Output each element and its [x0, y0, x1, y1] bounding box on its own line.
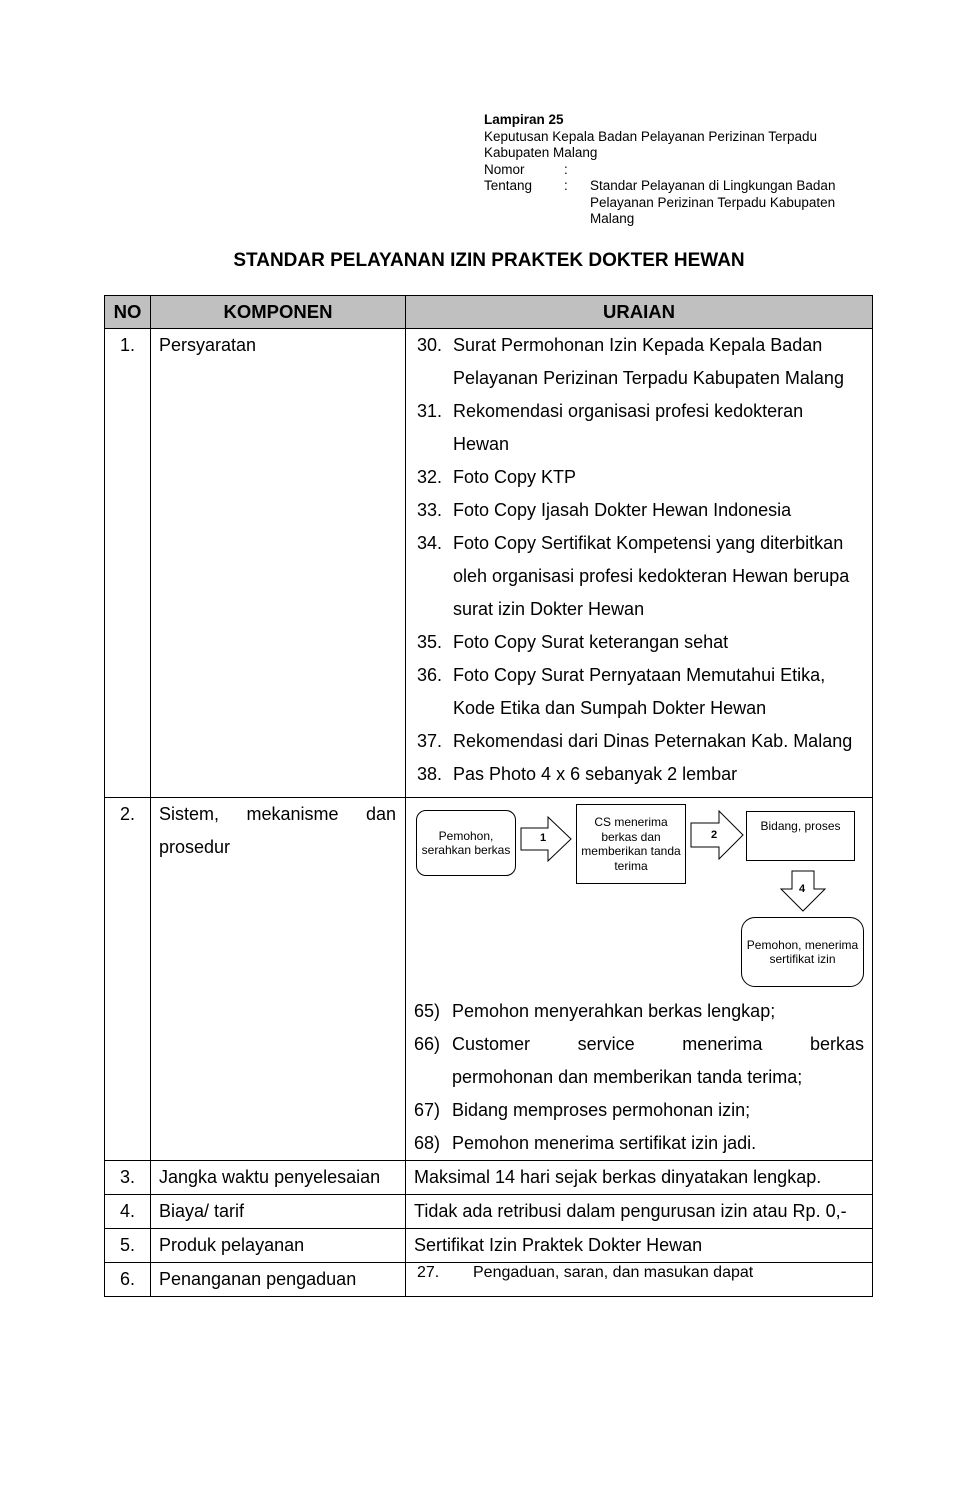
procedure-flowchart [406, 798, 872, 995]
nomor-label: Nomor [484, 161, 525, 177]
requirements-list [406, 329, 872, 797]
row-number: 6. [119, 1269, 135, 1289]
flow-step-cs-receive: CS menerima berkas dan memberikan tanda terima [576, 804, 686, 884]
attachment-label: Lampiran 25 [484, 112, 564, 127]
table-row [105, 798, 873, 1161]
flow-step-applicant-receive: Pemohon, menerima sertifikat izin [741, 917, 864, 987]
list-item: 37. Rekomendasi dari Dinas Peternakan Kab. Malang [417, 731, 853, 751]
list-item: 68) Pemohon menerima sertifikat izin jadi. [414, 1133, 757, 1153]
list-item: 67) Bidang memproses permohonan izin; [414, 1100, 751, 1120]
row-component: Penanganan pengaduan [159, 1269, 357, 1289]
list-item: 32. Foto Copy KTP [417, 467, 577, 487]
decree-line-1: Keputusan Kepala Badan Pelayanan Perizinan Terpadu [484, 128, 818, 144]
list-item: 31. Rekomendasi organisasi profesi kedokteran Hewan [417, 401, 804, 454]
arrow-label-2: 2 [711, 829, 718, 841]
row-number: 3. [119, 1167, 135, 1187]
decree-line-2: Kabupaten Malang [484, 145, 598, 160]
list-item: 38. Pas Photo 4 x 6 sebanyak 2 lembar [417, 764, 738, 784]
document-header [484, 112, 865, 228]
table-row [105, 1229, 873, 1263]
table-header-row [105, 296, 873, 329]
flow-step-division-process: Bidang, proses [746, 811, 855, 861]
row-number: 4. [119, 1201, 135, 1221]
row-description: Tidak ada retribusi dalam pengurusan izin atau Rp. 0,- [414, 1201, 847, 1221]
nomor-row [484, 162, 865, 179]
list-item: 36. Foto Copy Surat Pernyataan Memutahui Etika, Kode Etika dan Sumpah Dokter Hewan [417, 665, 826, 718]
table-row [105, 329, 873, 798]
list-item: 66) Customer service menerima berkas permohonan dan memberikan tanda terima; [414, 1034, 864, 1087]
list-item: 65) Pemohon menyerahkan berkas lengkap; [414, 1001, 776, 1021]
row-component: Produk pelayanan [159, 1235, 305, 1255]
procedure-list [406, 995, 872, 1160]
row-description: Sertifikat Izin Praktek Dokter Hewan [414, 1235, 703, 1255]
row-component: Biaya/ tarif [159, 1201, 245, 1221]
row-component: Persyaratan [159, 335, 257, 355]
tentang-row [484, 178, 865, 228]
header-no: NO [105, 296, 151, 329]
service-standard-table [104, 295, 873, 1297]
list-item: 30. Surat Permohonan Izin Kepada Kepala Badan Pelayanan Perizinan Terpadu Kabupaten Malang [417, 335, 844, 388]
table-row [105, 1195, 873, 1229]
row-number: 1. [119, 335, 135, 355]
row-number: 2. [119, 804, 135, 824]
row-description: Maksimal 14 hari sejak berkas dinyatakan lengkap. [414, 1167, 822, 1187]
flow-step-applicant-submit: Pemohon, serahkan berkas [416, 810, 516, 876]
header-komponen: KOMPONEN [151, 296, 406, 329]
arrow-label-1: 1 [540, 832, 547, 844]
row-component: Sistem, mekanisme dan prosedur [159, 804, 396, 857]
tentang-colon: : [564, 178, 568, 193]
nomor-colon: : [564, 161, 568, 177]
table-row [105, 1161, 873, 1195]
arrow-label-4: 4 [799, 883, 806, 895]
table-row [105, 1263, 873, 1297]
list-item: 33. Foto Copy Ijasah Dokter Hewan Indonesia [417, 500, 792, 520]
complaint-item: 27. Pengaduan, saran, dan masukan dapat [417, 1264, 754, 1281]
tentang-label: Tentang [484, 178, 533, 193]
row-number: 5. [119, 1235, 135, 1255]
header-uraian: URAIAN [406, 296, 873, 329]
document-title: STANDAR PELAYANAN IZIN PRAKTEK DOKTER HEWAN [233, 250, 745, 271]
list-item: 35. Foto Copy Surat keterangan sehat [417, 632, 729, 652]
list-item: 34. Foto Copy Sertifikat Kompetensi yang diterbitkan oleh organisasi profesi kedokteran Hewan berupa surat izin Dokter Hewan [417, 533, 850, 619]
tentang-value: Standar Pelayanan di Lingkungan Badan Pelayanan Perizinan Terpadu Kabupaten Malang [590, 178, 836, 226]
nomor-value [590, 162, 865, 179]
row-component: Jangka waktu penyelesaian [159, 1167, 381, 1187]
